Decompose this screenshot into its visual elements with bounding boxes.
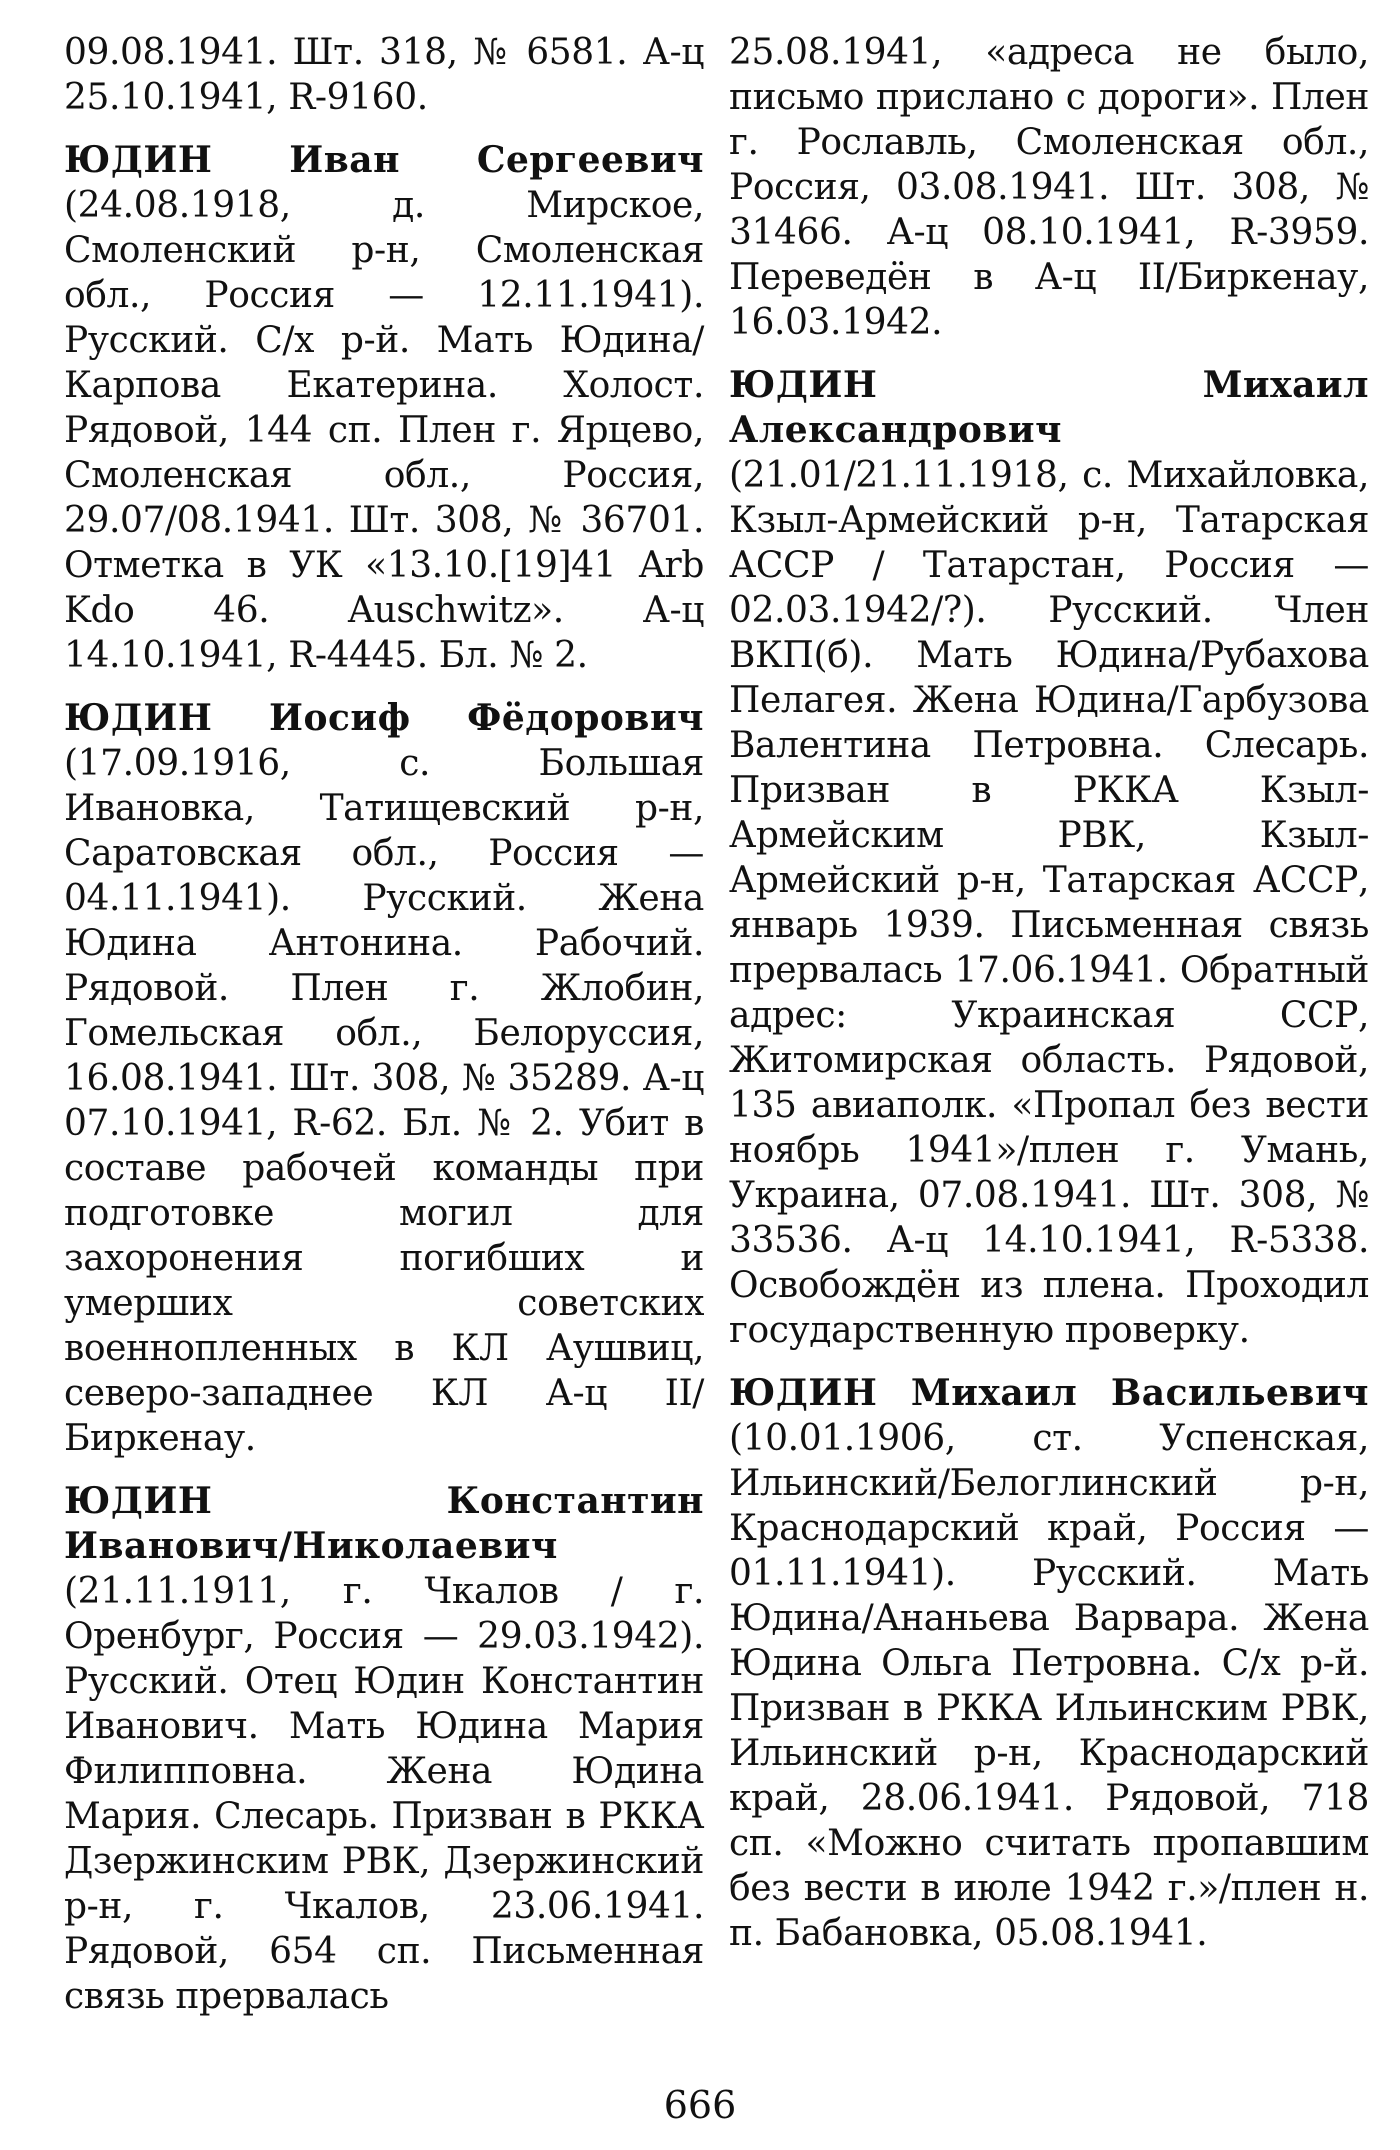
entry-name: ЮДИН Михаил Александрович: [729, 364, 1369, 451]
entry-name: ЮДИН Иосиф Фёдорович: [64, 697, 704, 739]
entry-name: ЮДИН Михаил Васильевич: [729, 1372, 1369, 1414]
entry-text: (17.09.1916, с. Большая Ивановка, Татищевский р-н, Саратовская обл., Россия — 04.11.1941). Русский. Жена Юдина Антонина. Рабочий. Рядовой. Плен г. Жлобин, Гомельская обл., Белоруссия, 16.08.1941. Шт. 308, № 35289. А-ц 07.10.1941, R-62. Бл. № 2. Убит в составе рабочей команды при подготовке могил для захоронения погибших и умерших советских военнопленных в КЛ Аушвиц, северо-западнее КЛ А-ц II/Биркенау.: [64, 743, 704, 1459]
entry-yudin-konstantin: [64, 1479, 704, 2019]
entry-text: (10.01.1906, ст. Успенская, Ильинский/Белоглинский р-н, Краснодарский край, Россия — 01.11.1941). Русский. Мать Юдина/Ананьева Варвара. Жена Юдина Ольга Петровна. С/х р-й. Призван в РККА Ильинским РВК, Ильинский р-н, Краснодарский край, 28.06.1941. Рядовой, 718 сп. «Можно считать пропавшим без вести в июле 1942 г.»/плен н. п. Бабановка, 05.08.1941.: [729, 1418, 1369, 1954]
entry-yudin-ivan: [64, 138, 704, 678]
entry-yudin-mikhail-aleksandrovich: [729, 363, 1369, 1353]
entry-name: ЮДИН Константин Иванович/Николаевич: [64, 1480, 704, 1567]
continuation-text: 25.08.1941, «адреса не было, письмо прислано с дороги». Плен г. Рославль, Смоленская обл., Россия, 03.08.1941. Шт. 308, № 31466. А-ц 08.10.1941, R-3959. Переведён в А-ц II/Биркенау, 16.03.1942.: [729, 32, 1369, 343]
entry-yudin-iosif: [64, 696, 704, 1461]
page-number: 666: [663, 2083, 737, 2127]
entry-yudin-mikhail-vasilevich: [729, 1371, 1369, 1956]
right-column: [729, 30, 1369, 1974]
entry-text: (21.01/21.11.1918, с. Михайловка, Кзыл-Армейский р-н, Татарская АССР / Татарстан, Россия — 02.03.1942/?). Русский. Член ВКП(б). Мать Юдина/Рубахова Пелагея. Жена Юдина/Гарбузова Валентина Петровна. Слесарь. Призван в РККА Кзыл-Армейским РВК, Кзыл-Армейский р-н, Татарская АССР, январь 1939. Письменная связь прервалась 17.06.1941. Обратный адрес: Украинская ССР, Житомирская область. Рядовой, 135 авиаполк. «Пропал без вести ноябрь 1941»/плен г. Умань, Украина, 07.08.1941. Шт. 308, № 33536. А-ц 14.10.1941, R-5338. Освобождён из плена. Проходил государственную проверку.: [729, 455, 1369, 1351]
entry-text: (24.08.1918, д. Мирское, Смоленский р-н, Смоленская обл., Россия — 12.11.1941). Русский. С/х р-й. Мать Юдина/Карпова Екатерина. Холост. Рядовой, 144 сп. Плен г. Ярцево, Смоленская обл., Россия, 29.07/08.1941. Шт. 308, № 36701. Отметка в УК «13.10.[19]41 Arb Kdo 46. Auschwitz». А-ц 14.10.1941, R-4445. Бл. № 2.: [64, 185, 704, 676]
left-column: [64, 30, 704, 2037]
entry-name: ЮДИН Иван Сергеевич: [64, 139, 704, 181]
entry-text: (21.11.1911, г. Чкалов / г. Оренбург, Россия — 29.03.1942). Русский. Отец Юдин Константин Иванович. Мать Юдина Мария Филипповна. Жена Юдина Мария. Слесарь. Призван в РККА Дзержинским РВК, Дзержинский р-н, г. Чкалов, 23.06.1941. Рядовой, 654 сп. Письменная связь прервалась: [64, 1571, 704, 2017]
continuation-text: 09.08.1941. Шт. 318, № 6581. А-ц 25.10.1941, R-9160.: [64, 32, 704, 118]
